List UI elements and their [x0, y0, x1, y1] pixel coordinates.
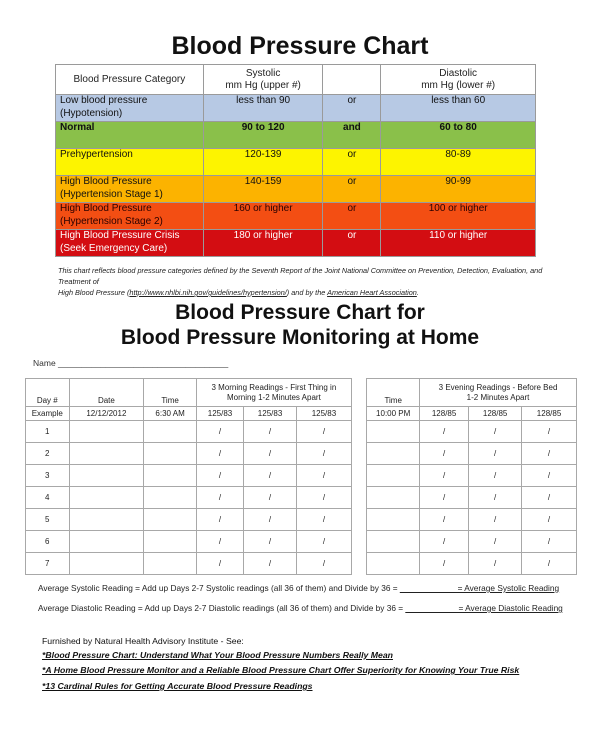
example-morning-3: 125/83: [297, 407, 352, 421]
header-day: Day #: [26, 379, 70, 407]
category-row-normal: [56, 122, 536, 149]
time-cell[interactable]: [144, 421, 197, 443]
time-cell[interactable]: [144, 531, 197, 553]
evening-time-cell[interactable]: [367, 553, 420, 575]
avg-diastolic-line: Average Diastolic Reading = Add up Days 2-7 Diastolic readings (all 36 of them) and Divide by 36 = ___________ = Average Diastolic Reading: [38, 603, 563, 613]
evening-reading-2[interactable]: /: [469, 509, 522, 531]
day-number: 7: [26, 553, 70, 575]
avg-systolic-result[interactable]: ____________ = Average Systolic Reading: [399, 583, 560, 593]
header-systolic: Systolic mm Hg (upper #): [203, 65, 323, 95]
log-day-row: [26, 509, 577, 531]
spacer: [351, 553, 366, 575]
evening-reading-1[interactable]: /: [420, 421, 469, 443]
diastolic-value: 100 or higher: [381, 203, 536, 230]
morning-reading-1[interactable]: /: [196, 421, 243, 443]
log-day-row: [26, 553, 577, 575]
nhlbi-link[interactable]: http://www.nhlbi.nih.gov/guidelines/hypertension/: [129, 288, 287, 297]
home-title-line1: Blood Pressure Chart for: [175, 301, 425, 324]
day-number: 1: [26, 421, 70, 443]
category-row-stage2: [56, 203, 536, 230]
evening-reading-2[interactable]: /: [469, 487, 522, 509]
date-cell[interactable]: [69, 465, 144, 487]
date-cell[interactable]: [69, 421, 144, 443]
spacer: [351, 407, 366, 421]
example-time: 6:30 AM: [144, 407, 197, 421]
diastolic-value: 90-99: [381, 176, 536, 203]
log-day-row: [26, 421, 577, 443]
category-row-prehypertension: [56, 149, 536, 176]
systolic-value: less than 90: [203, 95, 323, 122]
header-time: Time: [144, 379, 197, 407]
example-evening-1: 128/85: [420, 407, 469, 421]
home-title-line2: Blood Pressure Monitoring at Home: [120, 326, 480, 349]
evening-time-cell[interactable]: [367, 487, 420, 509]
header-blank: [323, 65, 381, 95]
evening-reading-3[interactable]: /: [522, 421, 577, 443]
evening-reading-1[interactable]: /: [420, 443, 469, 465]
avg-systolic-line: Average Systolic Reading = Add up Days 2-7 Systolic readings (all 36 of them) and Divide by 36 = ____________ = Average Systolic Reading: [38, 583, 560, 593]
log-day-row: [26, 531, 577, 553]
spacer: [351, 443, 366, 465]
evening-reading-3[interactable]: /: [522, 509, 577, 531]
home-log-table: [25, 378, 577, 575]
systolic-value: 90 to 120: [203, 122, 323, 149]
time-cell[interactable]: [144, 487, 197, 509]
spacer: [351, 487, 366, 509]
header-evening: 3 Evening Readings - Before Bed 1-2 Minutes Apart: [420, 379, 577, 407]
evening-reading-1[interactable]: /: [420, 509, 469, 531]
date-cell[interactable]: [69, 531, 144, 553]
log-header-row: [26, 379, 577, 407]
evening-reading-3[interactable]: /: [522, 443, 577, 465]
category-row-low: [56, 95, 536, 122]
day-number: 4: [26, 487, 70, 509]
evening-reading-1[interactable]: /: [420, 553, 469, 575]
evening-reading-2[interactable]: /: [469, 531, 522, 553]
spacer: [351, 421, 366, 443]
spacer: [351, 465, 366, 487]
morning-reading-3[interactable]: /: [297, 465, 352, 487]
category-name: Normal: [56, 122, 204, 149]
evening-reading-1[interactable]: /: [420, 465, 469, 487]
source-note: This chart reflects blood pressure categories defined by the Seventh Report of the Joint National Committee on Prevention, Detection, Evaluation, and Treatment of High Blood Pressure (http://www.nhlbi.nih.gov/guidelines/hypertension/) and by the American Heart Association.: [58, 266, 543, 297]
day-number: 5: [26, 509, 70, 531]
morning-reading-3[interactable]: /: [297, 443, 352, 465]
footer-link-1[interactable]: *Blood Pressure Chart: Understand What Your Blood Pressure Numbers Really Mean: [42, 650, 393, 660]
category-name: High Blood Pressure (Hypertension Stage 1): [56, 176, 204, 203]
header-category: Blood Pressure Category: [56, 65, 204, 95]
operator: or: [323, 149, 381, 176]
systolic-value: 140-159: [203, 176, 323, 203]
evening-reading-3[interactable]: /: [522, 531, 577, 553]
category-row-crisis: [56, 230, 536, 257]
log-day-row: [26, 487, 577, 509]
evening-time-cell[interactable]: [367, 509, 420, 531]
header-date: Date: [69, 379, 144, 407]
evening-time-cell[interactable]: [367, 443, 420, 465]
footer-link-3[interactable]: *13 Cardinal Rules for Getting Accurate Blood Pressure Readings: [42, 681, 313, 691]
category-row-stage1: [56, 176, 536, 203]
operator: or: [323, 176, 381, 203]
header-diastolic: Diastolic mm Hg (lower #): [381, 65, 536, 95]
date-cell[interactable]: [69, 553, 144, 575]
systolic-value: 180 or higher: [203, 230, 323, 257]
diastolic-value: less than 60: [381, 95, 536, 122]
aha-link[interactable]: American Heart Association: [327, 288, 417, 297]
time-cell[interactable]: [144, 465, 197, 487]
page-title: Blood Pressure Chart: [171, 32, 429, 60]
category-name: Low blood pressure (Hypotension): [56, 95, 204, 122]
day-number: 6: [26, 531, 70, 553]
evening-reading-3[interactable]: /: [522, 553, 577, 575]
name-field[interactable]: Name ____________________________________: [33, 358, 229, 368]
log-day-row: [26, 443, 577, 465]
operator: or: [323, 230, 381, 257]
category-name: High Blood Pressure (Hypertension Stage 2): [56, 203, 204, 230]
morning-reading-2[interactable]: /: [244, 443, 297, 465]
header-morning: 3 Morning Readings - First Thing in Morning 1-2 Minutes Apart: [196, 379, 351, 407]
evening-reading-2[interactable]: /: [469, 421, 522, 443]
morning-reading-1[interactable]: /: [196, 443, 243, 465]
evening-reading-1[interactable]: /: [420, 487, 469, 509]
date-cell[interactable]: [69, 443, 144, 465]
day-number: 3: [26, 465, 70, 487]
evening-time-cell[interactable]: [367, 421, 420, 443]
date-cell[interactable]: [69, 487, 144, 509]
example-morning-2: 125/83: [244, 407, 297, 421]
spacer: [351, 379, 366, 407]
morning-reading-1[interactable]: /: [196, 531, 243, 553]
morning-reading-2[interactable]: /: [244, 487, 297, 509]
spacer: [351, 531, 366, 553]
avg-diastolic-result[interactable]: ___________ = Average Diastolic Reading: [405, 603, 563, 613]
time-cell[interactable]: [144, 509, 197, 531]
morning-reading-1[interactable]: /: [196, 509, 243, 531]
morning-reading-2[interactable]: /: [244, 531, 297, 553]
morning-reading-2[interactable]: /: [244, 509, 297, 531]
time-cell[interactable]: [144, 553, 197, 575]
day-number: 2: [26, 443, 70, 465]
evening-reading-1[interactable]: /: [420, 531, 469, 553]
systolic-value: 120-139: [203, 149, 323, 176]
category-name: High Blood Pressure Crisis (Seek Emergency Care): [56, 230, 204, 257]
footer-intro: Furnished by Natural Health Advisory Institute - See:: [42, 636, 244, 646]
morning-reading-3[interactable]: /: [297, 509, 352, 531]
morning-reading-2[interactable]: /: [244, 553, 297, 575]
category-name: Prehypertension: [56, 149, 204, 176]
evening-reading-3[interactable]: /: [522, 487, 577, 509]
log-day-row: [26, 465, 577, 487]
systolic-value: 160 or higher: [203, 203, 323, 230]
morning-reading-2[interactable]: /: [244, 465, 297, 487]
example-evening-2: 128/85: [469, 407, 522, 421]
operator: and: [323, 122, 381, 149]
evening-reading-2[interactable]: /: [469, 443, 522, 465]
time-cell[interactable]: [144, 443, 197, 465]
morning-reading-3[interactable]: /: [297, 531, 352, 553]
date-cell[interactable]: [69, 509, 144, 531]
log-example-row: [26, 407, 577, 421]
operator: or: [323, 95, 381, 122]
evening-reading-2[interactable]: /: [469, 465, 522, 487]
example-morning-1: 125/83: [196, 407, 243, 421]
morning-reading-3[interactable]: /: [297, 553, 352, 575]
example-evening-3: 128/85: [522, 407, 577, 421]
day-rows: [26, 421, 577, 575]
evening-time-cell[interactable]: [367, 465, 420, 487]
morning-reading-1[interactable]: /: [196, 487, 243, 509]
footer-link-2[interactable]: *A Home Blood Pressure Monitor and a Reliable Blood Pressure Chart Offer Superiority for Knowing Your True Risk: [42, 665, 520, 675]
diastolic-value: 110 or higher: [381, 230, 536, 257]
morning-reading-3[interactable]: /: [297, 421, 352, 443]
operator: or: [323, 203, 381, 230]
category-header-row: [56, 65, 536, 95]
bp-category-table: [55, 64, 536, 257]
evening-reading-2[interactable]: /: [469, 553, 522, 575]
spacer: [351, 509, 366, 531]
morning-reading-2[interactable]: /: [244, 421, 297, 443]
morning-reading-3[interactable]: /: [297, 487, 352, 509]
evening-time-cell[interactable]: [367, 531, 420, 553]
example-label: Example: [26, 407, 70, 421]
diastolic-value: 60 to 80: [381, 122, 536, 149]
diastolic-value: 80-89: [381, 149, 536, 176]
morning-reading-1[interactable]: /: [196, 465, 243, 487]
example-time-evening: 10:00 PM: [367, 407, 420, 421]
morning-reading-1[interactable]: /: [196, 553, 243, 575]
header-time-evening: Time: [367, 379, 420, 407]
evening-reading-3[interactable]: /: [522, 465, 577, 487]
example-date: 12/12/2012: [69, 407, 144, 421]
